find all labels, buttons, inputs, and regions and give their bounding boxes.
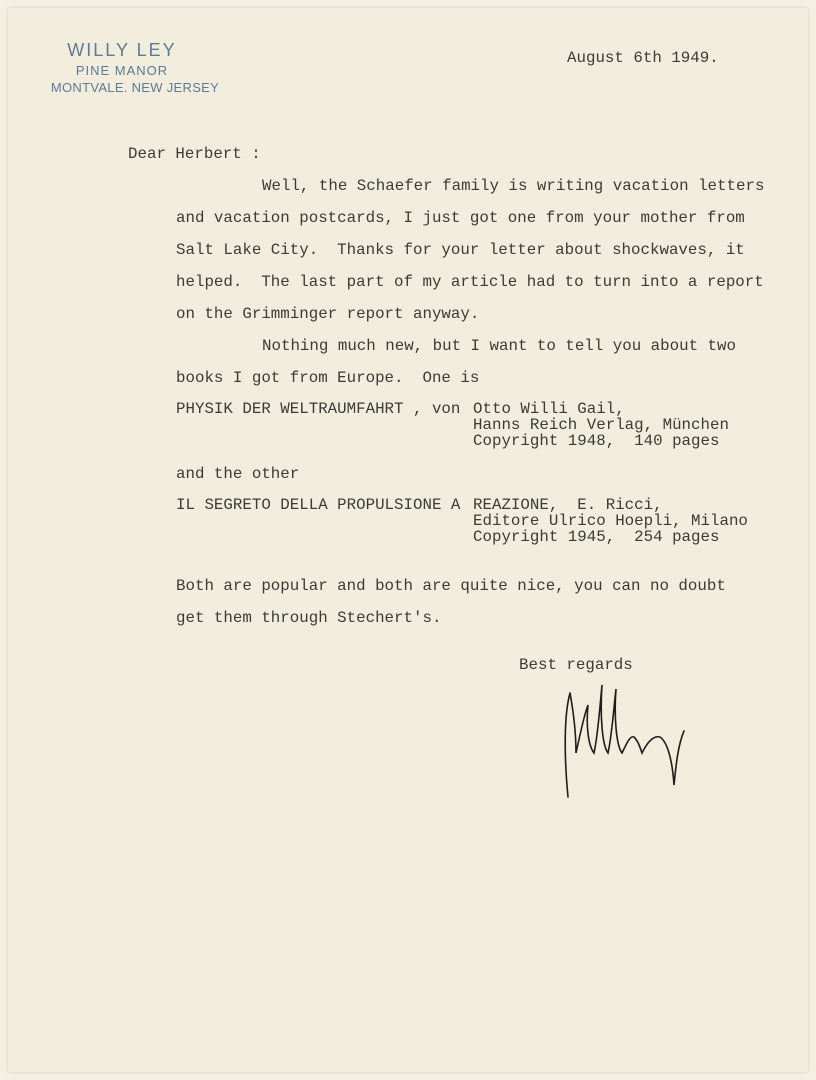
date: August 6th 1949. bbox=[567, 49, 719, 67]
paragraph1-line: Well, the Schaefer family is writing vacation letters bbox=[262, 177, 765, 195]
paragraph2-line: Nothing much new, but I want to tell you about two bbox=[262, 337, 736, 355]
book2-detail: Copyright 1945, 254 pages bbox=[473, 528, 720, 546]
paragraph3-line: Both are popular and both are quite nice, you can no doubt bbox=[176, 577, 726, 595]
paragraph1-line: and vacation postcards, I just got one from your mother from bbox=[176, 209, 745, 227]
book1-detail: Copyright 1948, 140 pages bbox=[473, 432, 720, 450]
paragraph1-line: helped. The last part of my article had to turn into a report bbox=[176, 273, 764, 291]
book2-detail: Editore Ulrico Hoepli, Milano bbox=[473, 512, 748, 530]
book1-detail: Hanns Reich Verlag, München bbox=[473, 416, 729, 434]
closing: Best regards bbox=[519, 656, 633, 674]
book1-detail: Otto Willi Gail, bbox=[473, 400, 625, 418]
salutation: Dear Herbert : bbox=[128, 145, 261, 163]
book1-title: PHYSIK DER WELTRAUMFAHRT , von bbox=[176, 400, 461, 418]
letterhead-line2: MONTVALE. NEW JERSEY bbox=[50, 80, 220, 95]
signature bbox=[560, 675, 690, 805]
book2-detail: REAZIONE, E. Ricci, bbox=[473, 496, 663, 514]
letterhead-line1: PINE MANOR bbox=[75, 63, 169, 78]
paragraph2-line: books I got from Europe. One is bbox=[176, 369, 480, 387]
paragraph1-line: on the Grimminger report anyway. bbox=[176, 305, 480, 323]
letterhead-name: WILLY LEY bbox=[67, 40, 177, 60]
connector-text: and the other bbox=[176, 465, 300, 483]
paragraph1-line: Salt Lake City. Thanks for your letter about shockwaves, it bbox=[176, 241, 745, 259]
paragraph3-line: get them through Stechert's. bbox=[176, 609, 442, 627]
book2-title: IL SEGRETO DELLA PROPULSIONE A bbox=[176, 496, 461, 514]
